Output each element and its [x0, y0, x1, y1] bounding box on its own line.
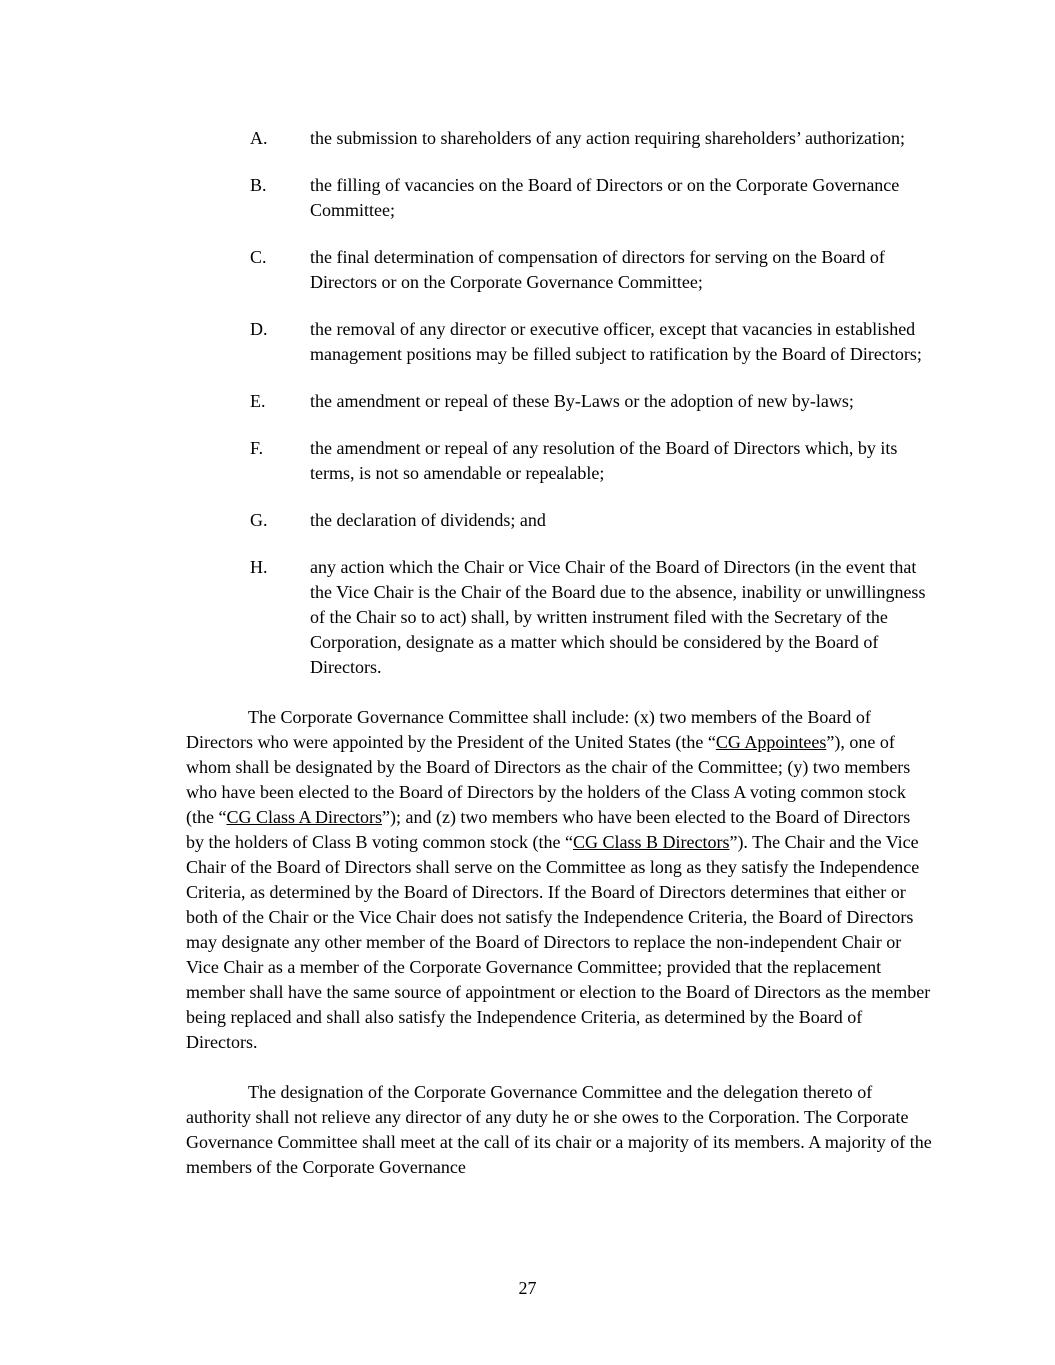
list-item-g [250, 508, 930, 533]
list-item-letter: E. [250, 391, 266, 411]
list-item-b [250, 173, 930, 223]
list-item-letter: F. [250, 438, 264, 458]
list-item-c [250, 245, 930, 295]
list-item-text: the removal of any director or executive officer, except that vacancies in established management positions may be filled subject to ratification by the Board of Directors; [310, 319, 922, 364]
list-item-h [250, 555, 930, 680]
list-item-text: any action which the Chair or Vice Chair of the Board of Directors (in the event that the Vice Chair is the Chair of the Board due to the absence, inability or unwillingness of the Chair so to act) shall, by written instrument filed with the Secretary of the Corporation, designate as a matter which should be considered by the Board of Directors. [310, 557, 926, 677]
list-item-letter: H. [250, 557, 268, 577]
list-item-d [250, 317, 930, 367]
list-item-e [250, 389, 930, 414]
list-item-letter: G. [250, 510, 268, 530]
list-item-text: the amendment or repeal of these By-Laws or the adoption of new by-laws; [310, 391, 854, 411]
list-item-letter: C. [250, 247, 267, 267]
list-item-letter: D. [250, 319, 268, 339]
list-item-a [250, 126, 930, 151]
page-number: 27 [518, 1278, 537, 1298]
paragraph-governance-committee: The Corporate Governance Committee shall include: (x) two members of the Board of Directors who were appointed by the President of the United States (the “CG Appointees”), one of whom shall be designated by the Board of Directors as the chair of the Committee; (y) two members who have been elected to the Board of Directors by the holders of the Class A voting common stock (the “CG Class A Directors”); and (z) two members who have been elected to the Board of Directors by the holders of Class B voting common stock (the “CG Class B Directors”). The Chair and the Vice Chair of the Board of Directors shall serve on the Committee as long as they satisfy the Independence Criteria, as determined by the Board of Directors. If the Board of Directors determines that either or both of the Chair or the Vice Chair does not satisfy the Independence Criteria, the Board of Directors may designate any other member of the Board of Directors to replace the non-independent Chair or Vice Chair as a member of the Corporate Governance Committee; provided that the replacement member shall have the same source of appointment or election to the Board of Directors as the member being replaced and shall also satisfy the Independence Criteria, as determined by the Board of Directors. [186, 707, 931, 1052]
list-item-text: the final determination of compensation of directors for serving on the Board of Directors or on the Corporate Governance Committee; [310, 247, 885, 292]
list-item-letter: B. [250, 175, 267, 195]
list-item-letter: A. [250, 128, 268, 148]
lettered-list [0, 126, 1055, 680]
list-item-f [250, 436, 930, 486]
list-item-text: the declaration of dividends; and [310, 510, 546, 530]
list-item-text: the filling of vacancies on the Board of Directors or on the Corporate Governance Committee; [310, 175, 900, 220]
list-item-text: the submission to shareholders of any action requiring shareholders’ authorization; [310, 128, 906, 148]
list-item-text: the amendment or repeal of any resolution of the Board of Directors which, by its terms, is not so amendable or repealable; [310, 438, 898, 483]
paragraph-designation: The designation of the Corporate Governance Committee and the delegation thereto of authority shall not relieve any director of any duty he or she owes to the Corporation. The Corporate Governance Committee shall meet at the call of its chair or a majority of its members. A majority of the members of the Corporate Governance [186, 1082, 932, 1177]
